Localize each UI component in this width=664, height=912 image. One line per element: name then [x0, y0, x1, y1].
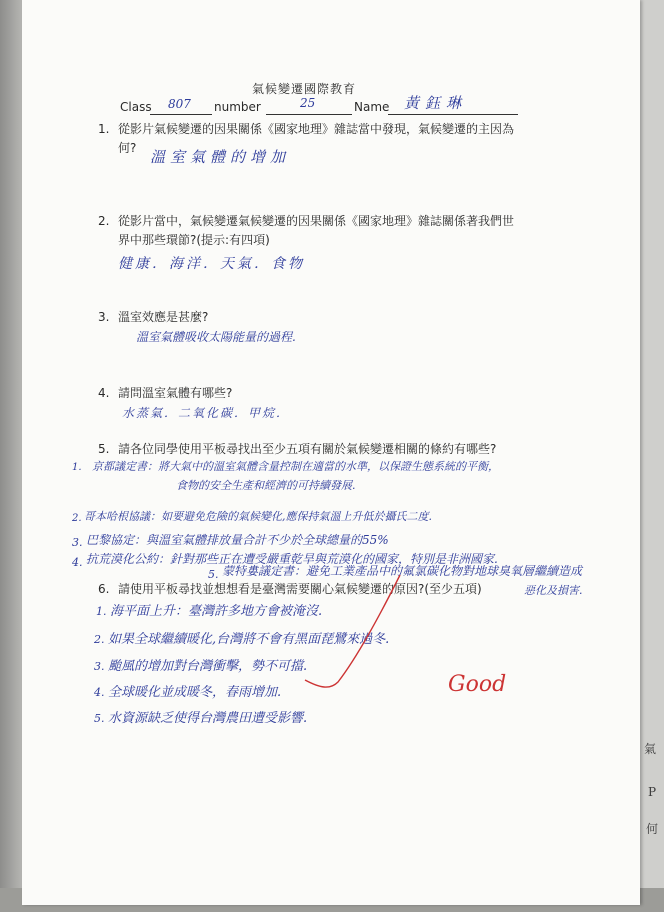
q6-text: 請使用平板尋找並想想看是臺灣需要關心氣候變遷的原因?(至少五項) — [118, 582, 482, 596]
q5-number: 5. — [98, 442, 110, 456]
q5-answer-5-line1: 蒙特婁議定書：避免工業產品中的氟氯碳化物對地球臭氧層繼續造成 — [222, 564, 583, 578]
q1-number: 1. — [98, 122, 110, 136]
q6-answer-3: 颱風的增加對台灣衝擊，勢不可擋. — [108, 659, 308, 674]
number-value: 25 — [300, 96, 316, 110]
q2-text-line2: 界中那些環節?(提示:有四項) — [118, 233, 270, 247]
class-value: 807 — [168, 97, 191, 111]
q5-answer-5-line2: 惡化及損害. — [524, 584, 583, 597]
q6-answer-4: 全球暖化並成暖冬，春雨增加. — [108, 685, 282, 700]
q5-answer-2-line1: 哥本哈根協議：如要避免危險的氣候變化,應保持氣溫上升低於攝氏二度. — [84, 510, 432, 523]
q5-answer-4-num: 4. — [72, 556, 83, 569]
q5-answer-2-num: 2. — [72, 513, 82, 524]
q5-answer-1-line1: 京都議定書：將大氣中的溫室氣體含量控制在適當的水準，以保證生態系統的平衡， — [92, 460, 499, 473]
teacher-grade: Good — [448, 672, 507, 697]
q1-text-line1: 從影片氣候變遷的因果關係《國家地理》雜誌當中發現，氣候變遷的主因為 — [118, 122, 515, 136]
name-label: Name — [354, 100, 390, 114]
q5-answer-5-num: 5. — [208, 568, 219, 581]
q5-text: 請各位同學使用平板尋找出至少五項有關於氣候變遷相關的條約有哪些? — [118, 442, 497, 456]
q1-text-line2: 何? — [118, 141, 137, 155]
margin-char-2: P — [648, 785, 657, 799]
name-value: 黃鈺琳 — [404, 94, 468, 112]
worksheet-title: 氣候變遷國際教育 — [252, 82, 357, 96]
margin-char-1: 氣 — [644, 742, 657, 756]
class-label: Class — [120, 100, 152, 114]
q6-answer-3-num: 3. — [94, 660, 105, 673]
q5-answer-3-line1: 巴黎協定：與溫室氣體排放量合計不少於全球總量的55% — [86, 533, 389, 547]
q6-answer-5-num: 5. — [94, 712, 105, 725]
q6-number: 6. — [98, 582, 110, 596]
q6-answer-1-num: 1. — [96, 605, 107, 618]
margin-char-3: 何 — [646, 822, 659, 836]
q2-number: 2. — [98, 214, 110, 228]
q6-answer-2: 如果全球繼續暖化,台灣將不會有黑面琵鷺來過冬. — [108, 632, 390, 647]
q1-answer: 溫室氣體的增加 — [150, 148, 291, 166]
q3-text: 溫室效應是甚麼? — [118, 310, 209, 324]
q5-answer-3-num: 3. — [72, 536, 83, 549]
q6-answer-4-num: 4. — [94, 686, 105, 699]
q5-answer-1-num: 1. — [72, 462, 82, 473]
class-line — [150, 114, 212, 115]
q4-text: 請問溫室氣體有哪些? — [118, 386, 233, 400]
number-label: number — [214, 100, 261, 114]
q6-answer-5: 水資源缺乏使得台灣農田遭受影響. — [108, 711, 308, 726]
name-line — [388, 114, 518, 115]
teacher-checkmark — [300, 570, 410, 700]
q5-answer-1-line2: 食物的安全生產和經濟的可持續發展. — [176, 479, 356, 492]
q6-answer-1: 海平面上升：臺灣許多地方會被淹沒. — [110, 604, 323, 619]
q3-number: 3. — [98, 310, 110, 324]
q5-answer-4-line1: 抗荒漠化公約：針對那些正在遭受嚴重乾旱與荒漠化的國家，特別是非洲國家. — [86, 552, 498, 566]
q2-text-line1: 從影片當中，氣候變遷氣候變遷的因果關係《國家地理》雜誌關係著我們世 — [118, 214, 515, 228]
q4-number: 4. — [98, 386, 110, 400]
q4-answer: 水蒸氣．二氧化碳．甲烷． — [122, 406, 291, 420]
q6-answer-2-num: 2. — [94, 633, 105, 646]
q2-answer: 健康．海洋．天氣．食物 — [118, 256, 305, 272]
q3-answer: 溫室氣體吸收太陽能量的過程. — [136, 330, 296, 344]
number-line — [266, 114, 352, 115]
